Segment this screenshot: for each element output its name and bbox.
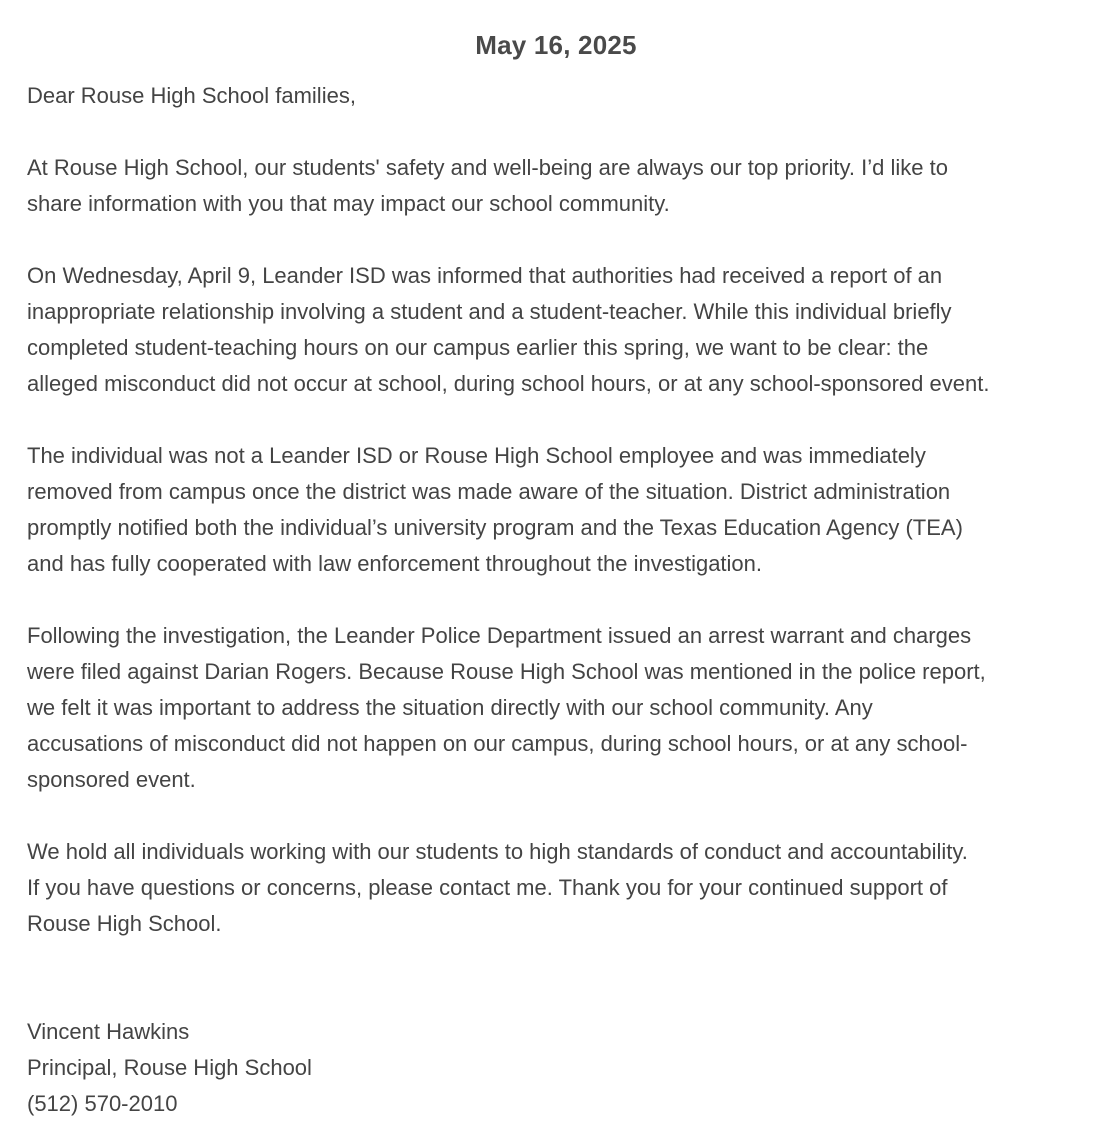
paragraph-line: we felt it was important to address the situation directly with our school community. Any — [27, 695, 873, 720]
paragraph-line: and has fully cooperated with law enforcement throughout the investigation. — [27, 551, 763, 576]
paragraph-line: On Wednesday, April 9, Leander ISD was informed that authorities had received a report of an — [27, 263, 943, 288]
paragraph-line: At Rouse High School, our students' safety and well-being are always our top priority. I’d like to — [27, 155, 948, 180]
signature-title: Principal, Rouse High School — [27, 1055, 312, 1080]
paragraph-line: share information with you that may impact our school community. — [27, 191, 670, 216]
paragraph-line: We hold all individuals working with our students to high standards of conduct and accountability. — [27, 839, 968, 864]
signature-phone: (512) 570-2010 — [27, 1091, 178, 1116]
paragraph-line: Rouse High School. — [27, 911, 222, 936]
paragraph-line: alleged misconduct did not occur at school, during school hours, or at any school-sponsored event. — [27, 371, 990, 396]
paragraph-closing — [27, 834, 1085, 942]
paragraph-line: Following the investigation, the Leander Police Department issued an arrest warrant and charges — [27, 623, 972, 648]
paragraph-safety-priority — [27, 150, 1085, 222]
paragraph-line: removed from campus once the district was made aware of the situation. District administration — [27, 479, 951, 504]
paragraph-line: promptly notified both the individual’s university program and the Texas Education Agency (TEA) — [27, 515, 963, 540]
paragraph-line: The individual was not a Leander ISD or Rouse High School employee and was immediately — [27, 443, 926, 468]
paragraph-line: accusations of misconduct did not happen on our campus, during school hours, or at any school- — [27, 731, 968, 756]
paragraph-line: completed student-teaching hours on our campus earlier this spring, we want to be clear: the — [27, 335, 929, 360]
paragraph-line: sponsored event. — [27, 767, 196, 792]
paragraph-investigation — [27, 618, 1085, 798]
paragraph-report — [27, 258, 1085, 402]
paragraph-line: inappropriate relationship involving a student and a student-teacher. While this individual briefly — [27, 299, 952, 324]
letter-greeting: Dear Rouse High School families, — [27, 83, 356, 108]
paragraph-employment-status — [27, 438, 1085, 582]
letter-date: May 16, 2025 — [475, 30, 637, 60]
signature-name: Vincent Hawkins — [27, 1019, 190, 1044]
paragraph-line: were filed against Darian Rogers. Because Rouse High School was mentioned in the police report, — [27, 659, 986, 684]
paragraph-line: If you have questions or concerns, please contact me. Thank you for your continued support of — [27, 875, 948, 900]
signature-block — [27, 1014, 1085, 1122]
